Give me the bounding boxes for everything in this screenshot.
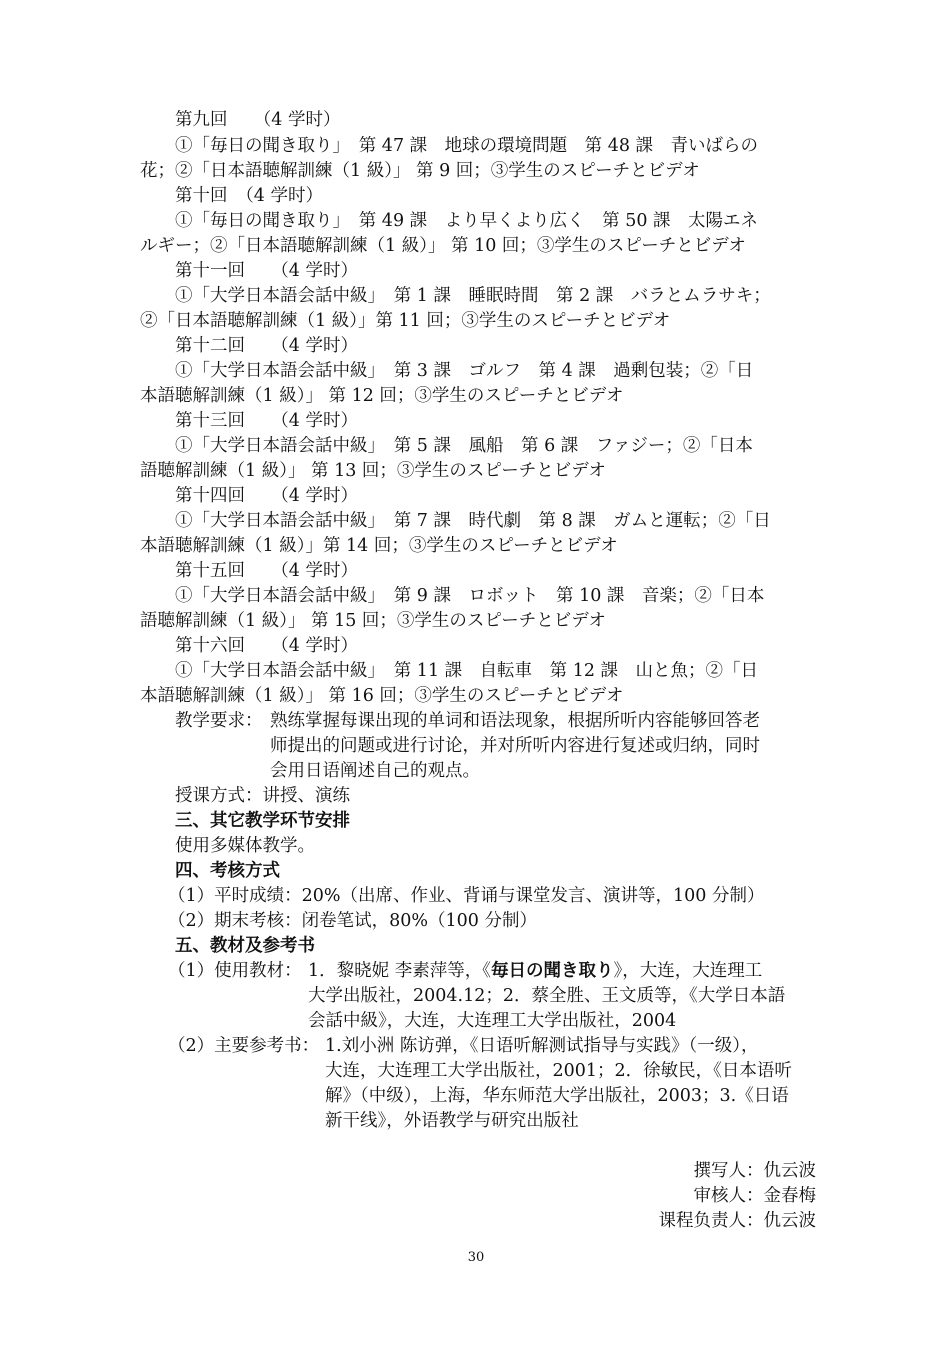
section-text: 使用多媒体教学。 xyxy=(175,836,315,856)
session-line: 語聴解訓練（1 級）」 第 13 回；③学生のスピーチとビデオ xyxy=(140,461,606,481)
requirements-line: 师提出的问题或进行讨论，并对所听内容进行复述或归纳，同时 xyxy=(270,736,760,756)
session-line: ②「日本語聴解訓練（1 級）」第 11 回；③学生のスピーチとビデオ xyxy=(140,311,671,331)
session-line: ①「大学日本語会話中級」 第 9 課 ロボット 第 10 課 音楽；②「日本 xyxy=(175,586,765,606)
session-line: ①「大学日本語会話中級」 第 7 課 時代劇 第 8 課 ガムと運転；②「日 xyxy=(175,511,771,531)
section-heading: 三、其它教学环节安排 xyxy=(175,811,350,831)
session-line: ①「毎日の聞き取り」 第 49 課 より早くより広く 第 50 課 太陽エネ xyxy=(175,211,759,231)
session-line: 語聴解訓練（1 級）」 第 15 回；③学生のスピーチとビデオ xyxy=(140,611,606,631)
session-title: 第十五回 （4 学时） xyxy=(175,561,358,581)
requirements-line: 会用日语阐述自己的观点。 xyxy=(270,761,480,781)
textbook-text: 》，大连，大连理工 xyxy=(613,961,763,981)
session-title: 第九回 （4 学时） xyxy=(175,110,341,130)
textbook-title: 毎日の聞き取り xyxy=(490,961,614,981)
session-line: 本語聴解訓練（1 級）」第 14 回；③学生のスピーチとビデオ xyxy=(140,536,618,556)
textbook-line: 大学出版社，2004.12；2．蔡全胜、王文质等，《大学日本語 xyxy=(308,986,786,1006)
teaching-method: 授课方式：讲授、演练 xyxy=(175,786,350,806)
session-line: ルギー；②「日本語聴解訓練（1 級）」 第 10 回；③学生のスピーチとビデオ xyxy=(140,236,746,256)
textbook-line: 会話中級》，大连，大连理工大学出版社，2004 xyxy=(308,1011,677,1031)
reference-line: 解》（中级），上海，华东师范大学出版社，2003；3.《日语 xyxy=(325,1086,789,1106)
reference-line: 新干线》，外语教学与研究出版社 xyxy=(325,1111,579,1131)
session-line: 本語聴解訓練（1 級）」 第 16 回；③学生のスピーチとビデオ xyxy=(140,686,624,706)
session-line: ①「大学日本語会話中級」 第 5 課 風船 第 6 課 ファジー；②「日本 xyxy=(175,436,753,456)
assessment-item: （1）平时成绩：20%（出席、作业、背诵与课堂发言、演讲等，100 分制） xyxy=(168,886,765,906)
session-line: 本語聴解訓練（1 級）」 第 12 回；③学生のスピーチとビデオ xyxy=(140,386,624,406)
reference-line: 1.刘小洲 陈访弹，《日语听解测试指导与实践》（一级）， xyxy=(325,1036,759,1056)
textbook-text: 1．黎晓妮 李素萍等，《 xyxy=(308,961,491,981)
section-heading: 四、考核方式 xyxy=(175,861,280,881)
session-line: 花；②「日本語聴解訓練（1 級）」 第 9 回；③学生のスピーチとビデオ xyxy=(140,161,700,181)
session-line: ①「毎日の聞き取り」 第 47 課 地球の環境問題 第 48 課 青いばらの xyxy=(175,136,759,156)
requirements-label: 教学要求： xyxy=(175,711,263,731)
assessment-item: （2）期末考核：闭卷笔试，80%（100 分制） xyxy=(168,911,537,931)
session-title: 第十二回 （4 学时） xyxy=(175,336,358,356)
reviewer-signature: 审核人：金春梅 xyxy=(693,1186,816,1206)
session-line: ①「大学日本語会話中級」 第 1 課 睡眠時間 第 2 課 バラとムラサキ； xyxy=(175,286,771,306)
session-title: 第十回 （4 学时） xyxy=(175,186,323,206)
session-line: ①「大学日本語会話中級」 第 11 課 自転車 第 12 課 山と魚；②「日 xyxy=(175,661,759,681)
requirements-line: 熟练掌握每课出现的单词和语法现象，根据所听内容能够回答老 xyxy=(270,711,760,731)
textbook-label: （1）使用教材： xyxy=(168,961,302,981)
writer-signature: 撰写人：仇云波 xyxy=(693,1161,816,1181)
course-owner-signature: 课程负责人：仇云波 xyxy=(658,1211,816,1231)
page-number: 30 xyxy=(467,1250,485,1265)
session-title: 第十一回 （4 学时） xyxy=(175,261,358,281)
reference-line: 大连，大连理工大学出版社，2001；2．徐敏民，《日本语听 xyxy=(325,1061,792,1081)
textbook-line xyxy=(308,959,828,983)
section-heading: 五、教材及参考书 xyxy=(175,936,315,956)
session-title: 第十六回 （4 学时） xyxy=(175,636,358,656)
session-title: 第十三回 （4 学时） xyxy=(175,411,358,431)
session-title: 第十四回 （4 学时） xyxy=(175,486,358,506)
session-line: ①「大学日本語会話中級」 第 3 課 ゴルフ 第 4 課 過剰包装；②「日 xyxy=(175,361,754,381)
reference-label: （2）主要参考书： xyxy=(168,1036,320,1056)
